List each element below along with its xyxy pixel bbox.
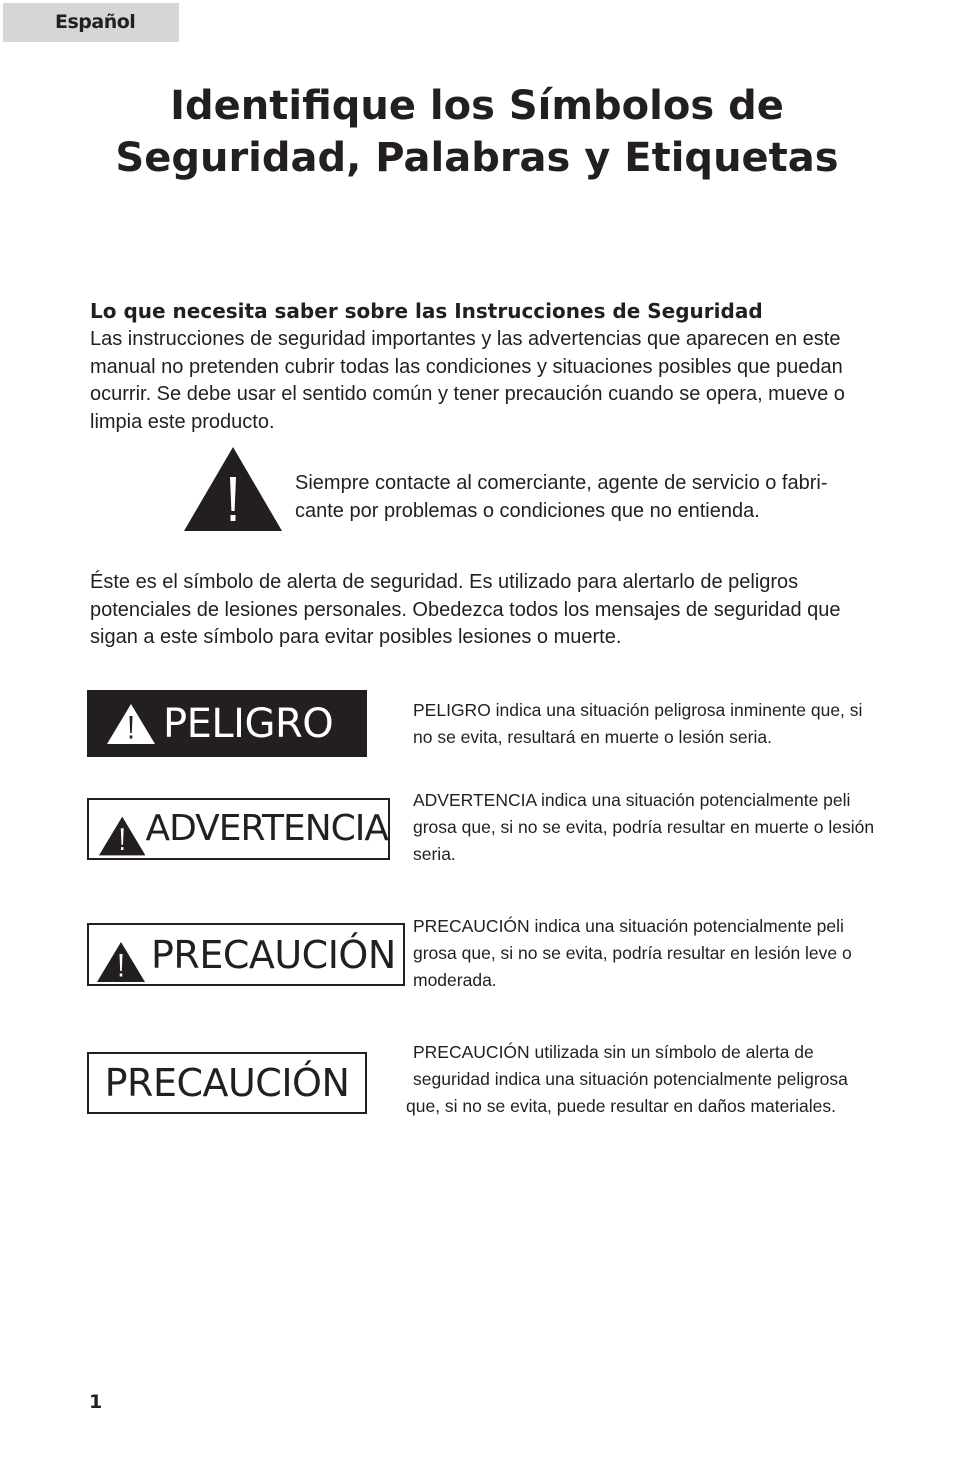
page-number: 1 bbox=[89, 1391, 103, 1413]
intro-paragraph: Las instrucciones de seguridad importantes y las advertencias que aparecen en este manual no pretenden cubrir todas las condiciones y situaciones posibles que puedan ocurrir. Se debe usar el sentido común y tener precaución cuando se opera, mueve o limpia este producto. bbox=[90, 328, 845, 433]
page-title bbox=[0, 80, 954, 184]
warning-triangle-icon bbox=[184, 447, 282, 531]
section-heading: Lo que necesita saber sobre las Instrucciones de Seguridad bbox=[90, 299, 763, 323]
warning-triangle-icon bbox=[97, 942, 145, 982]
notice-description-line-1: PRECAUCIÓN utilizada sin un símbolo de alerta de bbox=[413, 1042, 814, 1062]
warning-triangle-icon bbox=[107, 704, 155, 744]
danger-signal-label bbox=[87, 690, 367, 757]
caution-signal-label bbox=[87, 923, 405, 986]
warning-word: ADVERTENCIA bbox=[145, 808, 388, 849]
contact-note: Siempre contacte al comerciante, agente de servicio o fabri- cante por problemas o condiciones que no entienda. bbox=[295, 472, 828, 522]
notice-description-line-3: que, si no se evita, puede resultar en daños materiales. bbox=[406, 1096, 836, 1116]
notice-word: PRECAUCIÓN bbox=[104, 1061, 350, 1105]
danger-description: PELIGRO indica una situación peligrosa inminente que, si no se evita, resultará en muerte o lesión seria. bbox=[413, 700, 863, 747]
warning-signal-label bbox=[87, 798, 390, 860]
danger-word: PELIGRO bbox=[163, 700, 334, 747]
warning-description: ADVERTENCIA indica una situación potencialmente peli grosa que, si no se evita, podría resultar en muerte o lesión seria. bbox=[413, 790, 875, 864]
language-tab: Español bbox=[3, 3, 179, 42]
notice-description-line-2: seguridad indica una situación potencialmente peligrosa bbox=[413, 1069, 848, 1089]
alert-symbol-paragraph: Éste es el símbolo de alerta de seguridad. Es utilizado para alertarlo de peligros potenciales de lesiones personales. Obedezca todos los mensajes de seguridad que sigan a este símbolo para evitar posibles lesiones o muerte. bbox=[90, 571, 841, 648]
notice-signal-label bbox=[87, 1052, 367, 1114]
notice-description bbox=[406, 1039, 876, 1120]
caution-description: PRECAUCIÓN indica una situación potencialmente peli grosa que, si no se evita, podría resultar en lesión leve o moderada. bbox=[413, 916, 852, 990]
page-title-line-2: Seguridad, Palabras y Etiquetas bbox=[115, 135, 839, 181]
caution-word: PRECAUCIÓN bbox=[151, 932, 396, 977]
page-title-line-1: Identifique los Símbolos de bbox=[170, 83, 784, 129]
warning-triangle-icon bbox=[99, 816, 145, 856]
